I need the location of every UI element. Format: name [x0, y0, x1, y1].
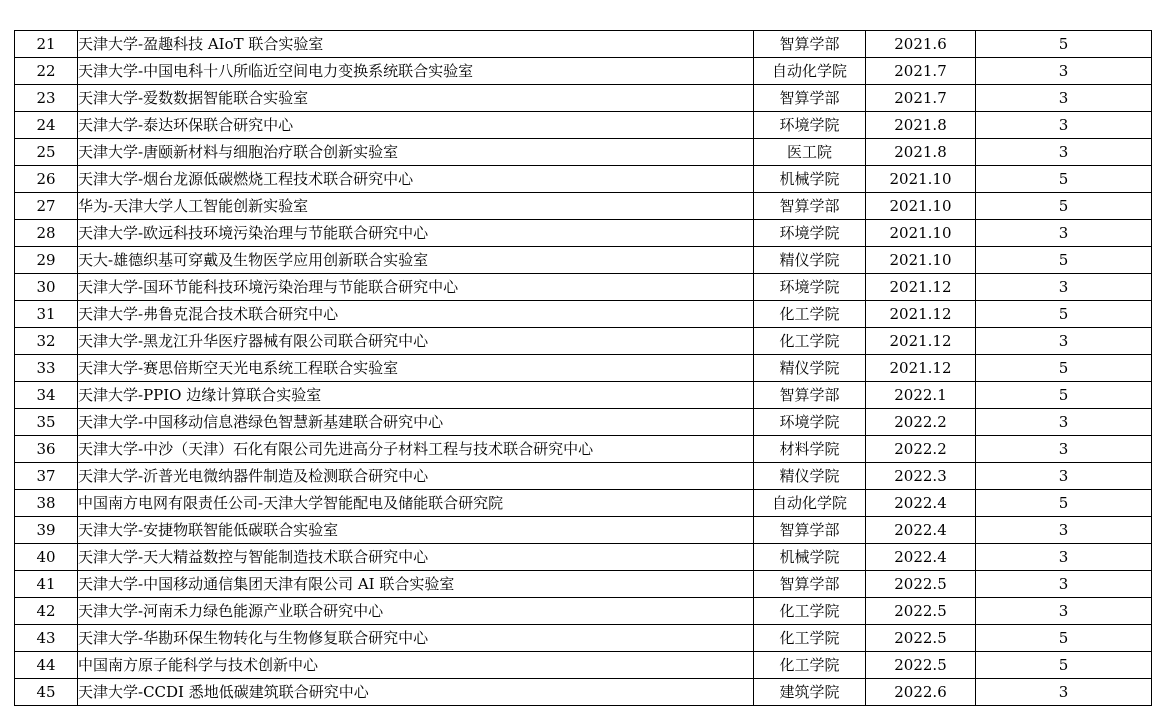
- lab-list-table: [14, 30, 1152, 706]
- term-years-cell: 5: [976, 625, 1152, 652]
- row-index: 45: [15, 679, 78, 706]
- row-index: 40: [15, 544, 78, 571]
- department-cell: 机械学院: [754, 166, 866, 193]
- lab-name-cell: 天津大学-PPIO 边缘计算联合实验室: [78, 382, 754, 409]
- established-date-cell: 2022.2: [866, 409, 976, 436]
- table-row: [15, 139, 1152, 166]
- table-row: [15, 220, 1152, 247]
- lab-name-cell: 天津大学-天大精益数控与智能制造技术联合研究中心: [78, 544, 754, 571]
- department-cell: 精仪学院: [754, 463, 866, 490]
- established-date-cell: 2022.3: [866, 463, 976, 490]
- table-row: [15, 193, 1152, 220]
- established-date-cell: 2022.2: [866, 436, 976, 463]
- established-date-cell: 2021.12: [866, 274, 976, 301]
- table-row: [15, 301, 1152, 328]
- established-date-cell: 2022.5: [866, 598, 976, 625]
- row-index: 39: [15, 517, 78, 544]
- lab-name-cell: 天津大学-国环节能科技环境污染治理与节能联合研究中心: [78, 274, 754, 301]
- department-cell: 精仪学院: [754, 247, 866, 274]
- lab-name-cell: 天津大学-泰达环保联合研究中心: [78, 112, 754, 139]
- term-years-cell: 5: [976, 301, 1152, 328]
- department-cell: 智算学部: [754, 382, 866, 409]
- table-row: [15, 544, 1152, 571]
- established-date-cell: 2022.4: [866, 544, 976, 571]
- department-cell: 化工学院: [754, 301, 866, 328]
- table-row: [15, 58, 1152, 85]
- established-date-cell: 2022.5: [866, 571, 976, 598]
- established-date-cell: 2021.10: [866, 220, 976, 247]
- table-row: [15, 679, 1152, 706]
- term-years-cell: 5: [976, 382, 1152, 409]
- table-body: [15, 31, 1152, 706]
- table-row: [15, 112, 1152, 139]
- department-cell: 材料学院: [754, 436, 866, 463]
- term-years-cell: 3: [976, 58, 1152, 85]
- lab-name-cell: 天津大学-盈趣科技 AIoT 联合实验室: [78, 31, 754, 58]
- row-index: 36: [15, 436, 78, 463]
- established-date-cell: 2021.7: [866, 85, 976, 112]
- department-cell: 精仪学院: [754, 355, 866, 382]
- row-index: 30: [15, 274, 78, 301]
- department-cell: 智算学部: [754, 31, 866, 58]
- department-cell: 智算学部: [754, 85, 866, 112]
- term-years-cell: 3: [976, 517, 1152, 544]
- term-years-cell: 5: [976, 247, 1152, 274]
- table-row: [15, 328, 1152, 355]
- row-index: 24: [15, 112, 78, 139]
- established-date-cell: 2021.8: [866, 112, 976, 139]
- row-index: 25: [15, 139, 78, 166]
- lab-name-cell: 天津大学-赛思倍斯空天光电系统工程联合实验室: [78, 355, 754, 382]
- row-index: 44: [15, 652, 78, 679]
- term-years-cell: 5: [976, 166, 1152, 193]
- row-index: 37: [15, 463, 78, 490]
- table-row: [15, 166, 1152, 193]
- term-years-cell: 3: [976, 544, 1152, 571]
- lab-name-cell: 天津大学-中国电科十八所临近空间电力变换系统联合实验室: [78, 58, 754, 85]
- row-index: 32: [15, 328, 78, 355]
- term-years-cell: 3: [976, 409, 1152, 436]
- table-row: [15, 517, 1152, 544]
- table-row: [15, 625, 1152, 652]
- department-cell: 环境学院: [754, 220, 866, 247]
- lab-name-cell: 天津大学-中国移动信息港绿色智慧新基建联合研究中心: [78, 409, 754, 436]
- lab-name-cell: 天津大学-欧远科技环境污染治理与节能联合研究中心: [78, 220, 754, 247]
- lab-name-cell: 天津大学-中国移动通信集团天津有限公司 AI 联合实验室: [78, 571, 754, 598]
- established-date-cell: 2021.10: [866, 193, 976, 220]
- term-years-cell: 3: [976, 571, 1152, 598]
- department-cell: 化工学院: [754, 652, 866, 679]
- lab-name-cell: 天津大学-烟台龙源低碳燃烧工程技术联合研究中心: [78, 166, 754, 193]
- table-row: [15, 598, 1152, 625]
- row-index: 43: [15, 625, 78, 652]
- row-index: 27: [15, 193, 78, 220]
- table-row: [15, 571, 1152, 598]
- table-row: [15, 247, 1152, 274]
- term-years-cell: 5: [976, 31, 1152, 58]
- term-years-cell: 3: [976, 85, 1152, 112]
- department-cell: 医工院: [754, 139, 866, 166]
- established-date-cell: 2021.12: [866, 301, 976, 328]
- established-date-cell: 2022.4: [866, 517, 976, 544]
- department-cell: 机械学院: [754, 544, 866, 571]
- term-years-cell: 3: [976, 679, 1152, 706]
- lab-name-cell: 中国南方电网有限责任公司-天津大学智能配电及储能联合研究院: [78, 490, 754, 517]
- row-index: 35: [15, 409, 78, 436]
- lab-name-cell: 天津大学-安捷物联智能低碳联合实验室: [78, 517, 754, 544]
- row-index: 31: [15, 301, 78, 328]
- lab-name-cell: 天津大学-黑龙江升华医疗器械有限公司联合研究中心: [78, 328, 754, 355]
- row-index: 29: [15, 247, 78, 274]
- department-cell: 自动化学院: [754, 490, 866, 517]
- lab-name-cell: 天津大学-中沙（天津）石化有限公司先进高分子材料工程与技术联合研究中心: [78, 436, 754, 463]
- table-row: [15, 85, 1152, 112]
- term-years-cell: 3: [976, 328, 1152, 355]
- department-cell: 智算学部: [754, 571, 866, 598]
- department-cell: 化工学院: [754, 625, 866, 652]
- term-years-cell: 5: [976, 490, 1152, 517]
- lab-name-cell: 天津大学-唐颐新材料与细胞治疗联合创新实验室: [78, 139, 754, 166]
- term-years-cell: 5: [976, 193, 1152, 220]
- established-date-cell: 2022.5: [866, 652, 976, 679]
- department-cell: 智算学部: [754, 193, 866, 220]
- established-date-cell: 2021.12: [866, 355, 976, 382]
- lab-name-cell: 天津大学-沂普光电微纳器件制造及检测联合研究中心: [78, 463, 754, 490]
- term-years-cell: 5: [976, 355, 1152, 382]
- term-years-cell: 3: [976, 463, 1152, 490]
- department-cell: 化工学院: [754, 328, 866, 355]
- department-cell: 化工学院: [754, 598, 866, 625]
- established-date-cell: 2022.1: [866, 382, 976, 409]
- table-row: [15, 436, 1152, 463]
- row-index: 22: [15, 58, 78, 85]
- table-row: [15, 409, 1152, 436]
- row-index: 38: [15, 490, 78, 517]
- lab-name-cell: 天大-雄德织基可穿戴及生物医学应用创新联合实验室: [78, 247, 754, 274]
- lab-name-cell: 天津大学-爱数数据智能联合实验室: [78, 85, 754, 112]
- department-cell: 环境学院: [754, 409, 866, 436]
- row-index: 42: [15, 598, 78, 625]
- established-date-cell: 2021.8: [866, 139, 976, 166]
- department-cell: 建筑学院: [754, 679, 866, 706]
- department-cell: 环境学院: [754, 112, 866, 139]
- lab-name-cell: 天津大学-弗鲁克混合技术联合研究中心: [78, 301, 754, 328]
- term-years-cell: 3: [976, 436, 1152, 463]
- row-index: 34: [15, 382, 78, 409]
- lab-name-cell: 天津大学-华勘环保生物转化与生物修复联合研究中心: [78, 625, 754, 652]
- established-date-cell: 2021.10: [866, 166, 976, 193]
- table-row: [15, 490, 1152, 517]
- established-date-cell: 2022.4: [866, 490, 976, 517]
- term-years-cell: 3: [976, 139, 1152, 166]
- term-years-cell: 3: [976, 220, 1152, 247]
- lab-name-cell: 天津大学-河南禾力绿色能源产业联合研究中心: [78, 598, 754, 625]
- lab-name-cell: 华为-天津大学人工智能创新实验室: [78, 193, 754, 220]
- table-row: [15, 382, 1152, 409]
- table-row: [15, 31, 1152, 58]
- table-row: [15, 355, 1152, 382]
- table-row: [15, 463, 1152, 490]
- term-years-cell: 3: [976, 274, 1152, 301]
- established-date-cell: 2022.5: [866, 625, 976, 652]
- department-cell: 环境学院: [754, 274, 866, 301]
- established-date-cell: 2021.6: [866, 31, 976, 58]
- established-date-cell: 2021.10: [866, 247, 976, 274]
- row-index: 23: [15, 85, 78, 112]
- established-date-cell: 2021.7: [866, 58, 976, 85]
- established-date-cell: 2022.6: [866, 679, 976, 706]
- table-row: [15, 274, 1152, 301]
- department-cell: 智算学部: [754, 517, 866, 544]
- row-index: 41: [15, 571, 78, 598]
- row-index: 26: [15, 166, 78, 193]
- table-row: [15, 652, 1152, 679]
- row-index: 33: [15, 355, 78, 382]
- term-years-cell: 3: [976, 112, 1152, 139]
- term-years-cell: 5: [976, 652, 1152, 679]
- established-date-cell: 2021.12: [866, 328, 976, 355]
- row-index: 21: [15, 31, 78, 58]
- department-cell: 自动化学院: [754, 58, 866, 85]
- row-index: 28: [15, 220, 78, 247]
- lab-name-cell: 天津大学-CCDI 悉地低碳建筑联合研究中心: [78, 679, 754, 706]
- term-years-cell: 3: [976, 598, 1152, 625]
- lab-name-cell: 中国南方原子能科学与技术创新中心: [78, 652, 754, 679]
